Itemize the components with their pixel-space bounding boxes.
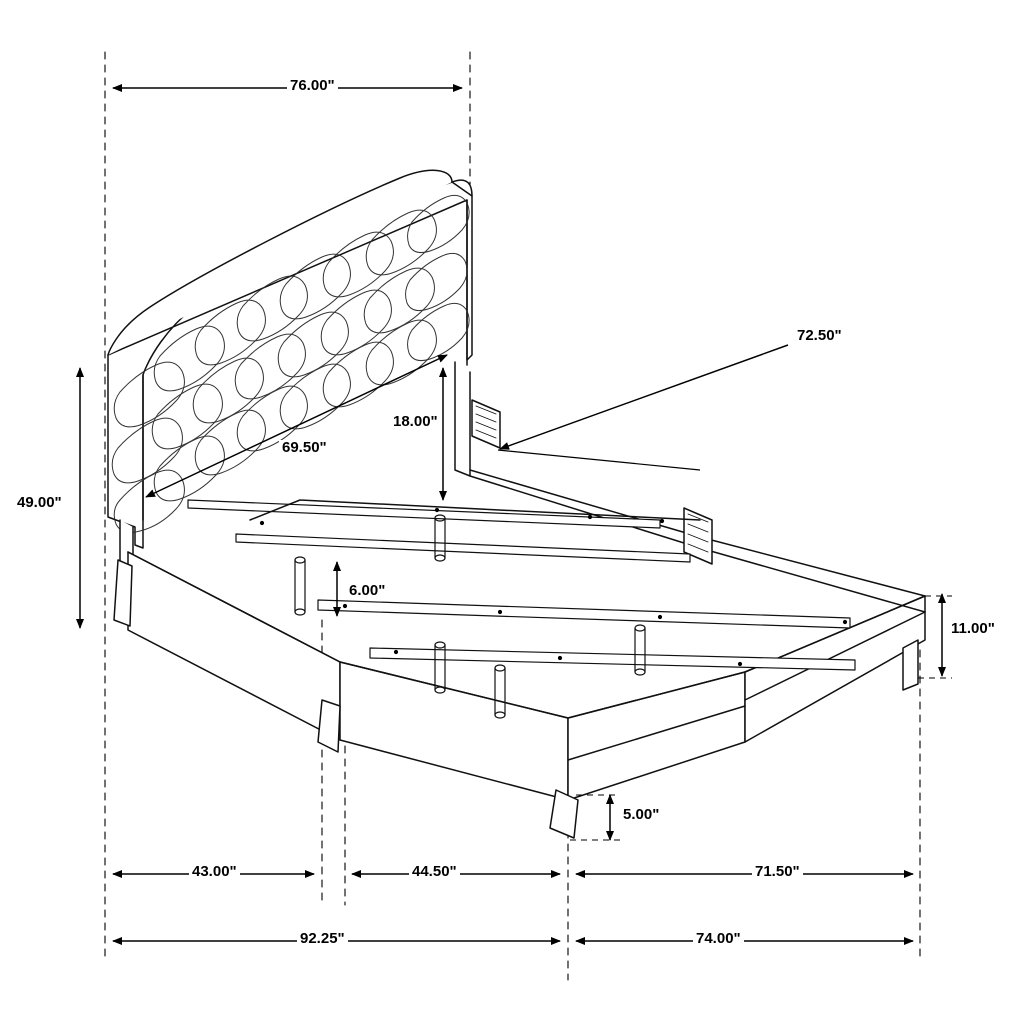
dim-label-headboard-height: 49.00" — [14, 495, 65, 512]
dim-label-leg-height: 5.00" — [620, 807, 662, 824]
dim-label-headboard-panel-height: 18.00" — [390, 414, 441, 431]
dim-label-overall-width-bottom: 74.00" — [693, 931, 744, 948]
dim-label-headboard-panel-width: 69.50" — [279, 440, 330, 457]
dim-label-slat-clearance: 6.00" — [346, 583, 388, 600]
dim-label-footprint-right: 71.50" — [752, 864, 803, 881]
dim-label-footprint-left: 43.00" — [189, 864, 240, 881]
dim-label-rail-height: 11.00" — [948, 621, 998, 638]
dim-label-rail-to-rail-length: 72.50" — [794, 328, 845, 345]
drawing-geometry — [105, 52, 925, 980]
headboard-panel — [108, 170, 472, 548]
dim-label-overall-width-top: 76.00" — [287, 78, 338, 95]
dim-label-footprint-mid: 44.50" — [409, 864, 460, 881]
bed-frame — [114, 362, 925, 838]
dim-label-overall-depth: 92.25" — [297, 931, 348, 948]
